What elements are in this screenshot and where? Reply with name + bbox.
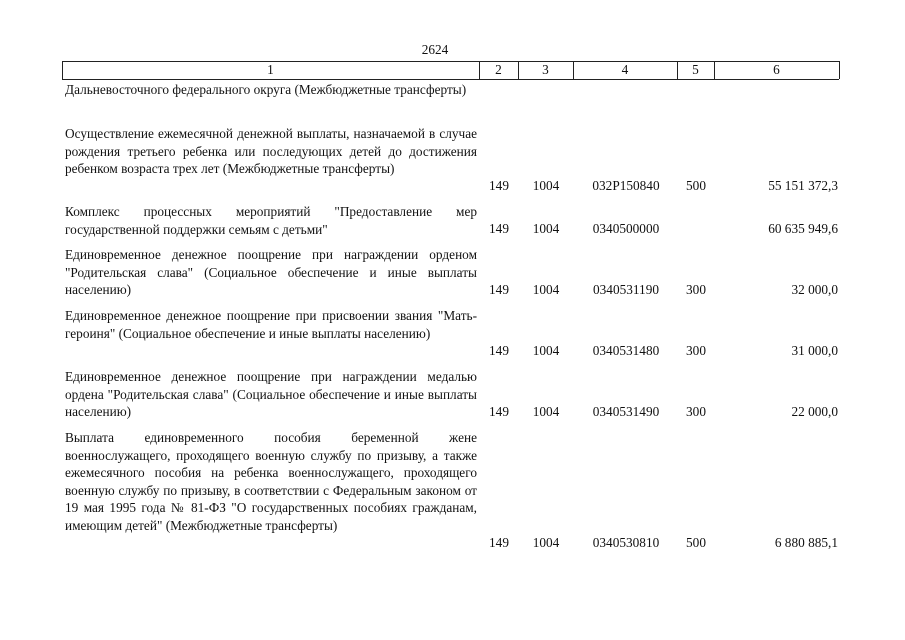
header-col-2: 2 xyxy=(495,62,502,77)
row-expense-type: 500 xyxy=(686,535,706,550)
row-admin-code: 149 xyxy=(489,535,509,550)
row-description: Единовременное денежное поощрение при награждении медалью ордена "Родительская слава" (Социальное обеспечение и иные выплаты населению) xyxy=(65,369,477,419)
header-col-1: 1 xyxy=(267,62,274,77)
page-number: 2624 xyxy=(421,42,449,57)
row-expense-type: 500 xyxy=(686,178,706,193)
row-description: Осуществление ежемесячной денежной выплаты, назначаемой в случае рождения третьего ребенка или последующих детей до достижения ребенком возраста трех лет (Межбюджетные трансферты) xyxy=(65,126,477,176)
row-admin-code: 149 xyxy=(489,178,509,193)
row-description: Комплекс процессных мероприятий "Предоставление мер государственной поддержки семьям с детьми" xyxy=(65,204,477,237)
row-target-code: 032P150840 xyxy=(592,178,660,193)
row-section-code: 1004 xyxy=(532,535,560,550)
row-target-code: 0340500000 xyxy=(592,221,660,236)
header-divider xyxy=(839,61,840,79)
row-target-code: 0340531480 xyxy=(592,343,660,358)
row-expense-type: 300 xyxy=(686,343,706,358)
row-target-code: 0340530810 xyxy=(592,535,660,550)
header-col-4: 4 xyxy=(621,62,629,77)
header-col-5: 5 xyxy=(692,62,699,77)
row-amount: 31 000,0 xyxy=(791,343,838,358)
row-amount: 60 635 949,6 xyxy=(768,221,838,236)
row-target-code: 0340531490 xyxy=(592,404,660,419)
row-target-code: 0340531190 xyxy=(593,282,659,297)
row-section-code: 1004 xyxy=(532,404,560,419)
row-section-code: 1004 xyxy=(532,282,560,297)
header-bottom-border xyxy=(62,79,839,80)
row-description: Дальневосточного федерального округа (Межбюджетные трансферты) xyxy=(65,82,467,97)
row-description: Единовременное денежное поощрение при присвоении звания "Мать-героиня" (Социальное обеспечение и иные выплаты населению) xyxy=(65,308,477,341)
row-amount: 6 880 885,1 xyxy=(774,535,838,550)
row-amount: 32 000,0 xyxy=(791,282,838,297)
row-admin-code: 149 xyxy=(489,404,509,419)
row-admin-code: 149 xyxy=(489,221,509,236)
row-expense-type: 300 xyxy=(686,282,706,297)
row-section-code: 1004 xyxy=(532,221,560,236)
header-col-6: 6 xyxy=(773,62,780,77)
row-expense-type: 300 xyxy=(686,404,706,419)
row-section-code: 1004 xyxy=(532,343,560,358)
row-amount: 22 000,0 xyxy=(791,404,838,419)
row-admin-code: 149 xyxy=(489,282,509,297)
row-description: Выплата единовременного пособия беременной жене военнослужащего, проходящего военную службу по призыву, а также ежемесячного пособия на ребенка военнослужащего, проходящего военную службу по призыву, в соответствии с Федеральным законом от 19 мая 1995 года № 81-ФЗ "О государственных пособиях гражданам, имеющим детей" (Межбюджетные трансферты) xyxy=(65,430,477,533)
row-admin-code: 149 xyxy=(489,343,509,358)
header-col-3: 3 xyxy=(542,62,549,77)
row-description: Единовременное денежное поощрение при награждении орденом "Родительская слава" (Социальное обеспечение и иные выплаты населению) xyxy=(65,247,477,297)
row-section-code: 1004 xyxy=(532,178,560,193)
row-amount: 55 151 372,3 xyxy=(768,178,838,193)
